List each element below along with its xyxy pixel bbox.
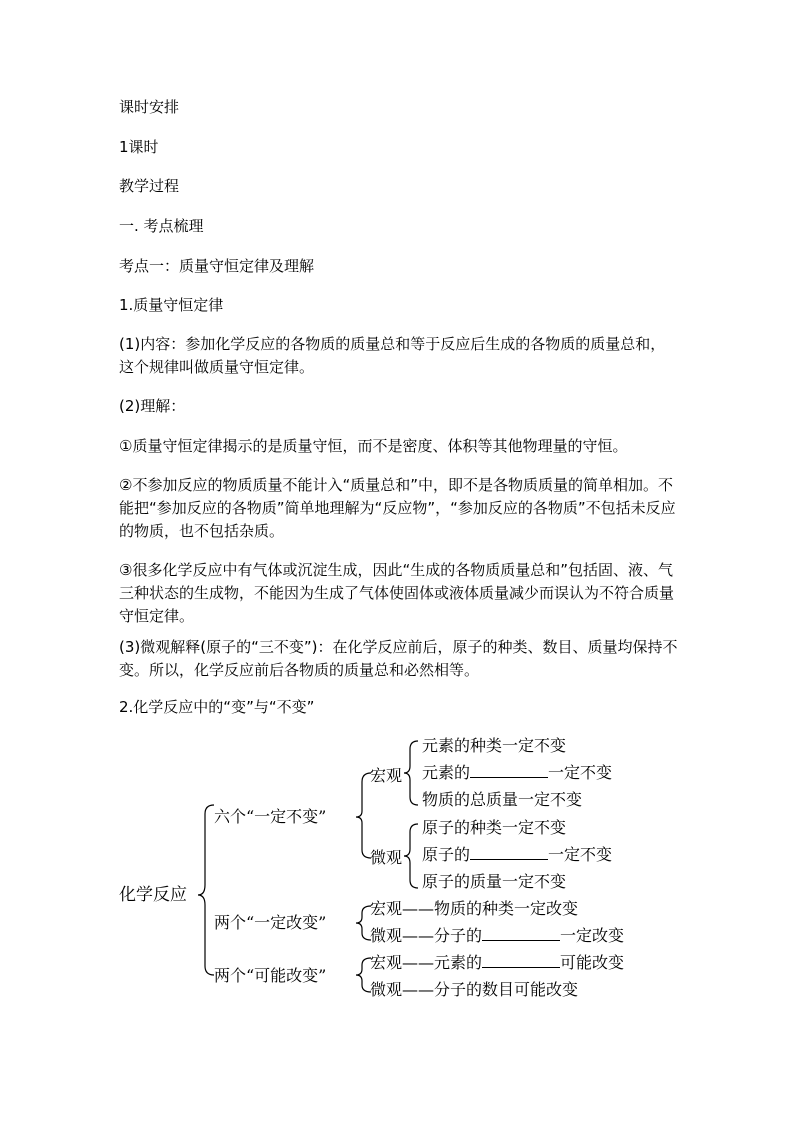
changed-item-2: 微观——分子的 一定改变 [370, 926, 625, 945]
understanding-point-3: ③很多化学反应中有气体或沉淀生成，因此“生成的各物质质量总和”包括固、液、气三种状态的生成物，不能因为生成了气体使固体或液体质量减少而误认为不符合质量守恒定律。 [119, 561, 675, 625]
micro-item-2: 原子的 一定不变 [422, 845, 613, 864]
micro-label-1: 微观 [370, 848, 403, 867]
six-unchanged-label: 六个“一定不变” [214, 807, 327, 826]
macro-label-1: 宏观 [370, 766, 403, 785]
tree-root: 化学反应 [119, 885, 187, 905]
two-may-label: 两个“可能改变” [214, 966, 327, 985]
changed-bracket [356, 906, 371, 940]
macro-item-2: 元素的 一定不变 [422, 763, 613, 782]
section-one: 一. 考点梳理 [119, 217, 204, 235]
micro-explanation: (3)微观解释(原子的“三不变”)：在化学反应前后，原子的种类、数目、质量均保持不变。所以，化学反应前后各物质的质量总和必然相等。 [119, 638, 678, 679]
fill-blank [470, 845, 548, 860]
fill-blank [482, 926, 560, 941]
understanding-heading: (2)理解： [119, 397, 186, 415]
item-one: 1.质量守恒定律 [119, 296, 224, 314]
fill-blank [482, 953, 560, 968]
content-paragraph: (1)内容：参加化学反应的各物质的质量总和等于反应后生成的各物质的质量总和，这个规律叫做质量守恒定律。 [119, 335, 666, 376]
understanding-point-1: ①质量守恒定律揭示的是质量守恒，而不是密度、体积等其他物理量的守恒。 [119, 437, 628, 455]
item-two: 2.化学反应中的“变”与“不变” [119, 698, 315, 716]
heading-schedule: 课时安排 [119, 98, 180, 116]
macro-item-1: 元素的种类一定不变 [422, 736, 567, 755]
point-one: 考点一：质量守恒定律及理解 [119, 257, 315, 275]
understanding-point-2: ②不参加反应的物质质量不能计入“质量总和”中，即不是各物质质量的简单相加。不能把“参加反应的各物质”简单地理解为“反应物”，“参加反应的各物质”不包括未反应的物质，也不包括杂质。 [119, 476, 676, 540]
heading-process: 教学过程 [119, 177, 180, 195]
changed-item-1: 宏观——物质的种类一定改变 [370, 899, 579, 918]
schedule-value: 1课时 [119, 138, 159, 156]
six-bracket [356, 773, 371, 858]
micro-item-3: 原子的质量一定不变 [422, 872, 567, 891]
macro-item-3: 物质的总质量一定不变 [422, 790, 583, 809]
micro-bracket [404, 824, 418, 888]
two-changed-label: 两个“一定改变” [214, 913, 327, 932]
micro-item-1: 原子的种类一定不变 [422, 818, 567, 837]
macro-bracket [404, 741, 418, 805]
root-bracket [198, 805, 214, 975]
fill-blank [470, 763, 548, 778]
may-bracket [356, 958, 371, 992]
may-item-2: 微观——分子的数目可能改变 [370, 980, 579, 999]
may-item-1: 宏观——元素的 可能改变 [370, 953, 625, 972]
